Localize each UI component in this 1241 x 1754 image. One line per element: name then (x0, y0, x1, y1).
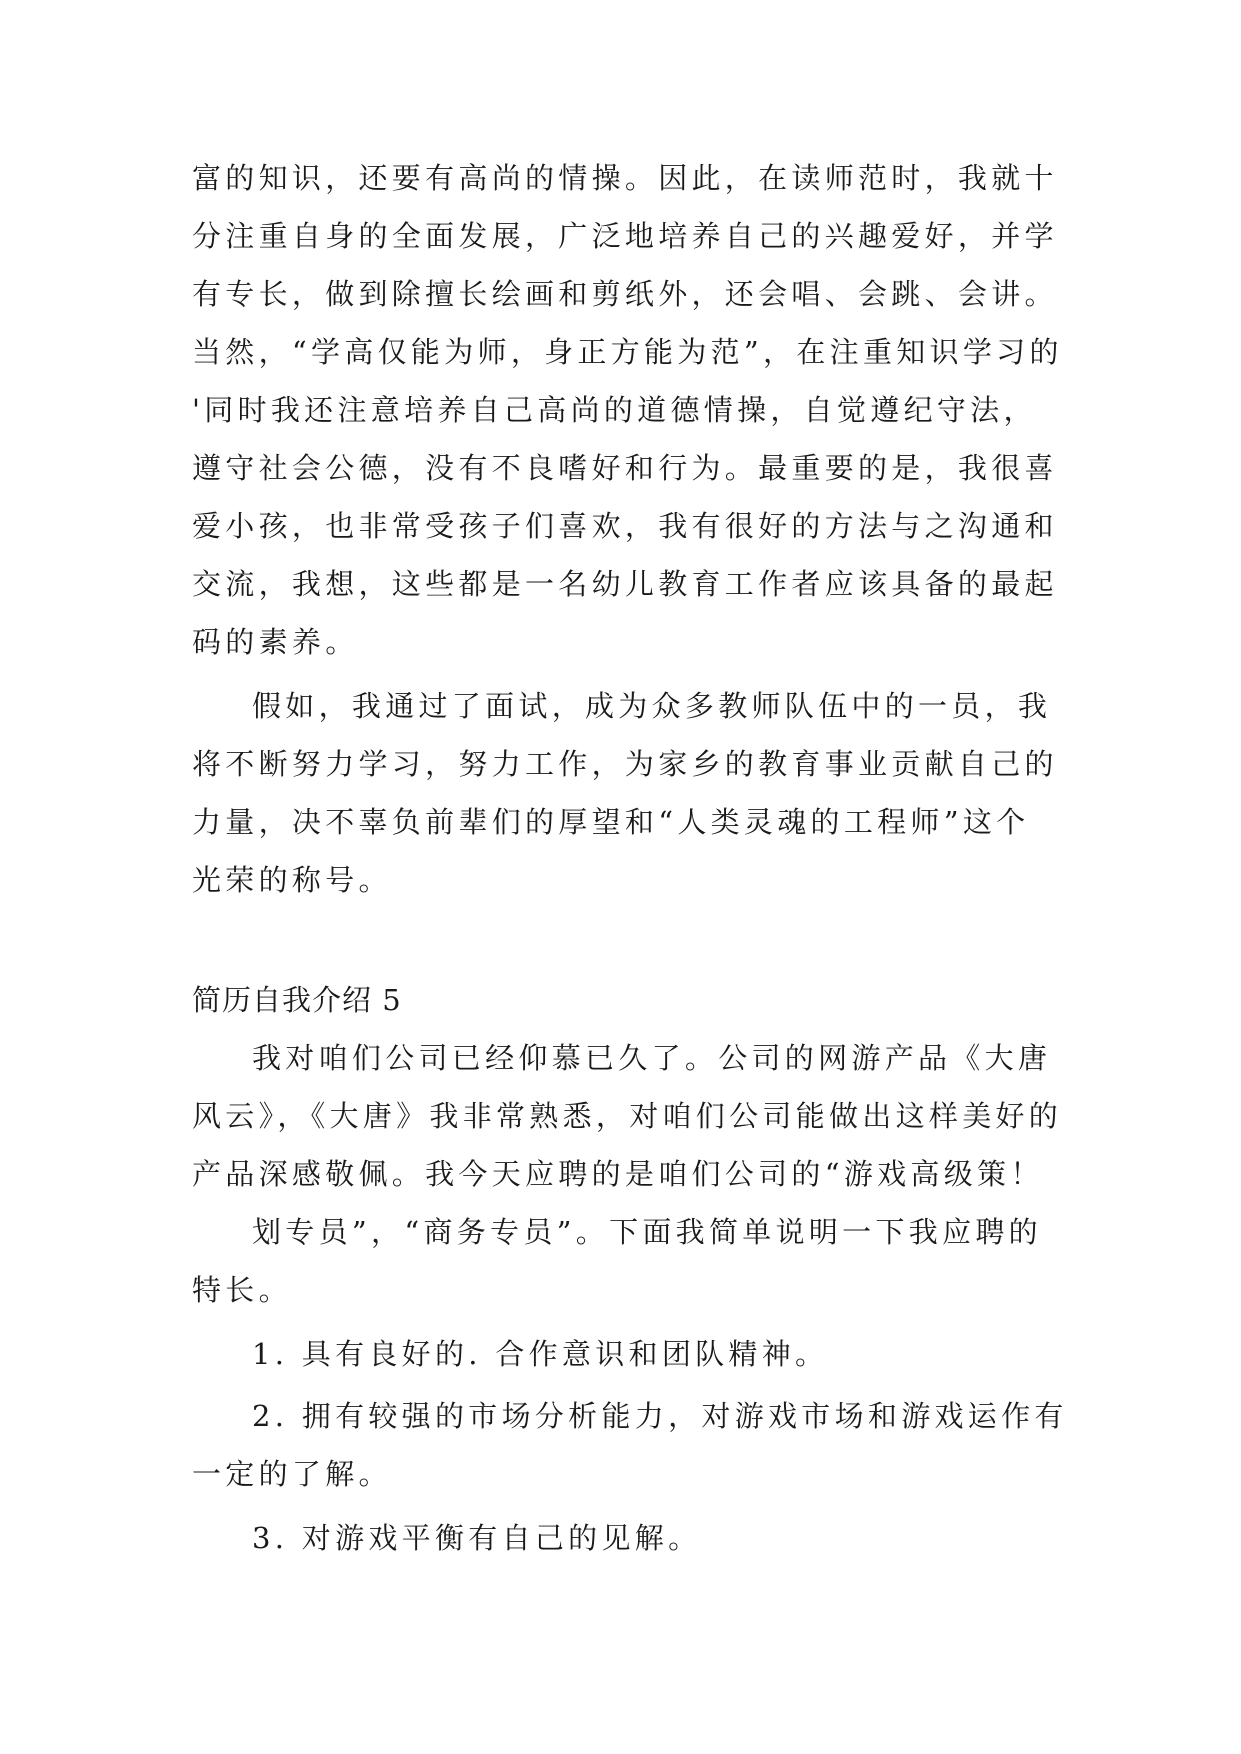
paragraph-line: 交流，我想，这些都是一名幼儿教育工作者应该具备的最起 (192, 567, 1058, 601)
paragraph-line: 产品深感敬佩。我今天应聘的是咱们公司的“游戏高级策！ (192, 1157, 1044, 1191)
list-item-continuation: 一定的了解。 (192, 1457, 392, 1491)
list-item: 1. 具有良好的. 合作意识和团队精神。 (252, 1337, 829, 1371)
paragraph-line: 分注重自身的全面发展，广泛地培养自己的兴趣爱好，并学 (192, 219, 1058, 253)
paragraph-line: 将不断努力学习，努力工作，为家乡的教育事业贡献自己的 (192, 747, 1058, 781)
paragraph-line: 力量，决不辜负前辈们的厚望和“人类灵魂的工程师”这个 (192, 805, 1030, 839)
paragraph-line: 富的知识，还要有高尚的情操。因此，在读师范时，我就十 (192, 161, 1058, 195)
paragraph-line: 划专员”，“商务专员”。下面我简单说明一下我应聘的 (252, 1215, 1042, 1249)
paragraph-line: 假如，我通过了面试，成为众多教师队伍中的一员，我 (252, 689, 1052, 723)
paragraph-line: 爱小孩，也非常受孩子们喜欢，我有很好的方法与之沟通和 (192, 509, 1058, 543)
list-item: 3. 对游戏平衡有自己的见解。 (252, 1521, 702, 1555)
paragraph-line: 风云》，《大唐》我非常熟悉，对咱们公司能做出这样美好的 (192, 1099, 1063, 1133)
paragraph-line: 特长。 (192, 1273, 292, 1307)
paragraph-line: 码的素养。 (192, 625, 359, 659)
paragraph-line: 遵守社会公德，没有不良嗜好和行为。最重要的是，我很喜 (192, 451, 1058, 485)
paragraph-line: 当然，“学高仅能为师，身正方能为范”，在注重知识学习的 (192, 335, 1063, 369)
paragraph-line: '同时我还注意培养自己高尚的道德情操，自觉遵纪守法， (192, 393, 1037, 427)
section-heading: 简历自我介绍 5 (192, 983, 402, 1017)
paragraph-line: 有专长，做到除擅长绘画和剪纸外，还会唱、会跳、会讲。 (192, 277, 1058, 311)
paragraph-line: 光荣的称号。 (192, 863, 392, 897)
list-item: 2. 拥有较强的市场分析能力，对游戏市场和游戏运作有 (252, 1399, 1068, 1433)
paragraph-line: 我对咱们公司已经仰慕已久了。公司的网游产品《大唐 (252, 1041, 1052, 1075)
